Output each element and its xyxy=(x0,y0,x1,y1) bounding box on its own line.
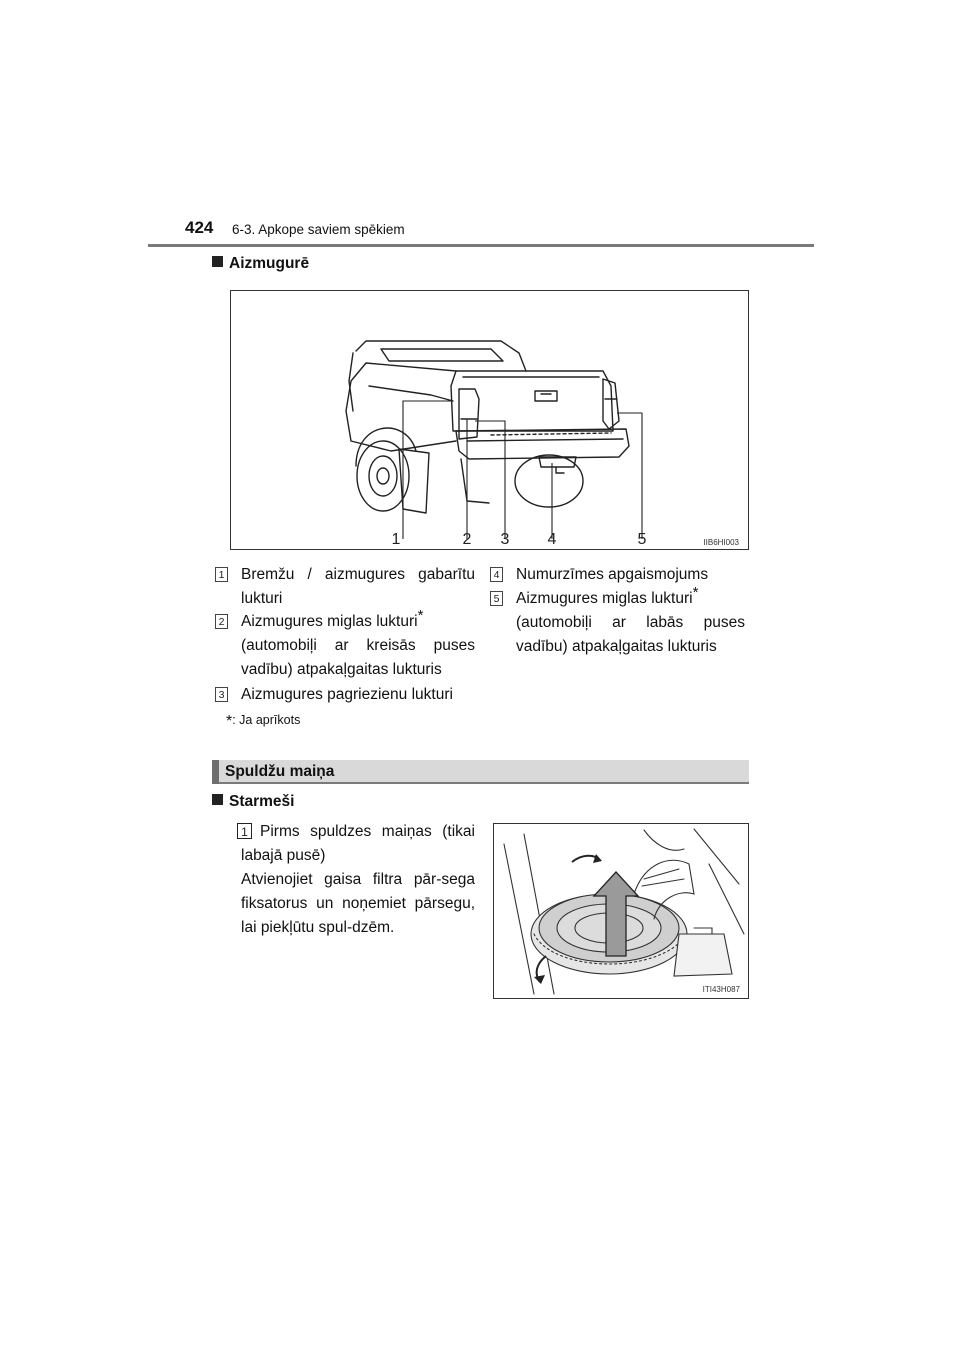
rear-lights-figure xyxy=(230,290,749,550)
legend-item-1 xyxy=(218,563,475,611)
callout-1: 1 xyxy=(391,531,401,548)
legend-item-2 xyxy=(218,606,475,682)
step-line-1: Pirms spuldzes maiņas (tikai labajā pusē) xyxy=(241,823,475,864)
legend-text-3: Aizmugures pagriezienu lukturi xyxy=(241,686,453,703)
legend-text-4: Numurzīmes apgaismojums xyxy=(516,566,709,583)
legend-number-1: 1 xyxy=(215,567,228,582)
step-text xyxy=(241,820,475,940)
callout-3: 3 xyxy=(500,531,510,548)
section-bar xyxy=(212,760,749,784)
footnote xyxy=(226,713,300,731)
header-rule xyxy=(148,244,814,247)
legend-text-1: Bremžu / aizmugures gabarītu lukturi xyxy=(241,566,475,607)
legend-number-5: 5 xyxy=(490,591,503,606)
rear-heading-label: Aizmugurē xyxy=(229,255,310,272)
asterisk-mark: * xyxy=(692,583,699,601)
figure-code-2: ITI43H087 xyxy=(702,985,740,994)
page-number: 424 xyxy=(185,218,214,237)
section-title: 6-3. Apkope saviem spēkiem xyxy=(232,222,405,237)
rear-heading xyxy=(212,255,309,273)
legend-number-3: 3 xyxy=(215,687,228,702)
air-filter-illustration xyxy=(494,824,748,998)
legend-item-4 xyxy=(493,563,745,587)
section-bar-accent xyxy=(212,760,219,784)
legend-item-3 xyxy=(218,683,475,707)
callout-2: 2 xyxy=(462,531,472,548)
section-bar-title: Spuldžu maiņa xyxy=(225,763,335,780)
step-line-2: Atvienojiet gaisa filtra pār-sega fiksatorus un noņemiet pārsegu, lai piekļūtu spul-dzēm. xyxy=(241,871,475,936)
figure-code: IIB6HI003 xyxy=(703,538,739,547)
square-bullet-icon xyxy=(212,794,223,805)
footnote-star: * xyxy=(226,713,233,730)
callout-4: 4 xyxy=(547,531,557,548)
headlights-heading-label: Starmeši xyxy=(229,793,295,810)
headlights-heading xyxy=(212,793,294,811)
legend-number-4: 4 xyxy=(490,567,503,582)
pickup-rear-illustration xyxy=(231,291,748,549)
air-filter-figure xyxy=(493,823,749,999)
callout-5: 5 xyxy=(637,531,647,548)
legend-cont-5: (automobiļi ar labās puses vadību) atpakaļgaitas lukturis xyxy=(516,614,745,655)
legend-text-2: Aizmugures miglas lukturi xyxy=(241,613,418,630)
step-number: 1 xyxy=(237,823,252,839)
asterisk-mark: * xyxy=(417,606,424,624)
legend-cont-2: (automobiļi ar kreisās puses vadību) atpakaļgaitas lukturis xyxy=(241,637,475,678)
footnote-text: : Ja aprīkots xyxy=(232,713,301,727)
legend-text-5: Aizmugures miglas lukturi xyxy=(516,590,693,607)
legend-item-5 xyxy=(493,583,745,659)
legend-number-2: 2 xyxy=(215,614,228,629)
square-bullet-icon xyxy=(212,256,223,267)
